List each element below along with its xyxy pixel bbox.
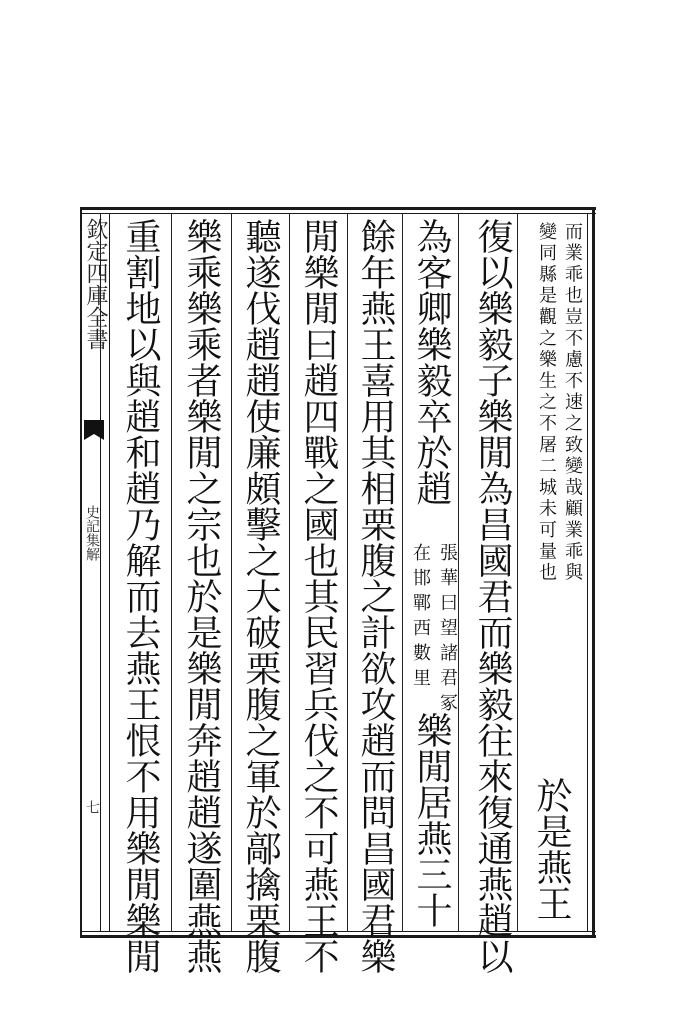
text-column-5: 閒樂閒曰趙四戰之國也其民習兵伐之不可燕王不: [298, 218, 339, 974]
column-divider: [231, 213, 232, 932]
note-line-right: 而業乖也豈不慮不速之致變哉顧業乖與: [562, 222, 583, 585]
frame-right-inner-rule: [587, 213, 588, 932]
frame-top-inner-rule: [80, 213, 596, 214]
fishtail-mark: [84, 420, 104, 440]
frame-top-rule: [80, 207, 596, 210]
note-line-right: 張華曰望諸君冢: [437, 543, 458, 718]
frame-left-rule: [80, 207, 82, 938]
note-line-left: 在邯鄲西數里: [410, 543, 431, 693]
main-text-tail: 於是燕王: [531, 777, 572, 921]
column-divider: [458, 213, 459, 932]
note-line-left: 變同縣是觀之樂生之不屠二城未可量也: [536, 222, 557, 585]
text-column-7: 樂乘樂乘者樂閒之宗也於是樂閒奔趙趙遂圍燕燕: [181, 218, 222, 974]
column-divider: [347, 213, 348, 932]
text-column-2: 復以樂毅子樂閒為昌國君而樂毅往來復通燕趙以: [472, 218, 513, 974]
frame-right-rule: [592, 207, 595, 938]
spine-right-rule: [109, 213, 110, 932]
column-divider: [517, 213, 518, 932]
column-divider: [171, 213, 172, 932]
column-divider: [402, 213, 403, 932]
spine-section: 史記集解: [84, 505, 100, 561]
text-column-8: 重割地以與趙和趙乃解而去燕王恨不用樂閒樂閒: [120, 218, 161, 974]
page-number: 七: [84, 800, 100, 814]
main-text: 為客卿樂毅卒於趙: [411, 218, 452, 506]
spine-title: 欽定四庫全書: [83, 218, 108, 350]
text-column-4: 餘年燕王喜用其相栗腹之計欲攻趙而問昌國君樂: [355, 218, 396, 974]
column-divider: [289, 213, 290, 932]
text-column-6: 聽遂伐趙趙使廉頗擊之大破栗腹之軍於鄗擒栗腹: [240, 218, 281, 974]
main-text-tail: 樂閒居燕三十: [411, 712, 452, 928]
